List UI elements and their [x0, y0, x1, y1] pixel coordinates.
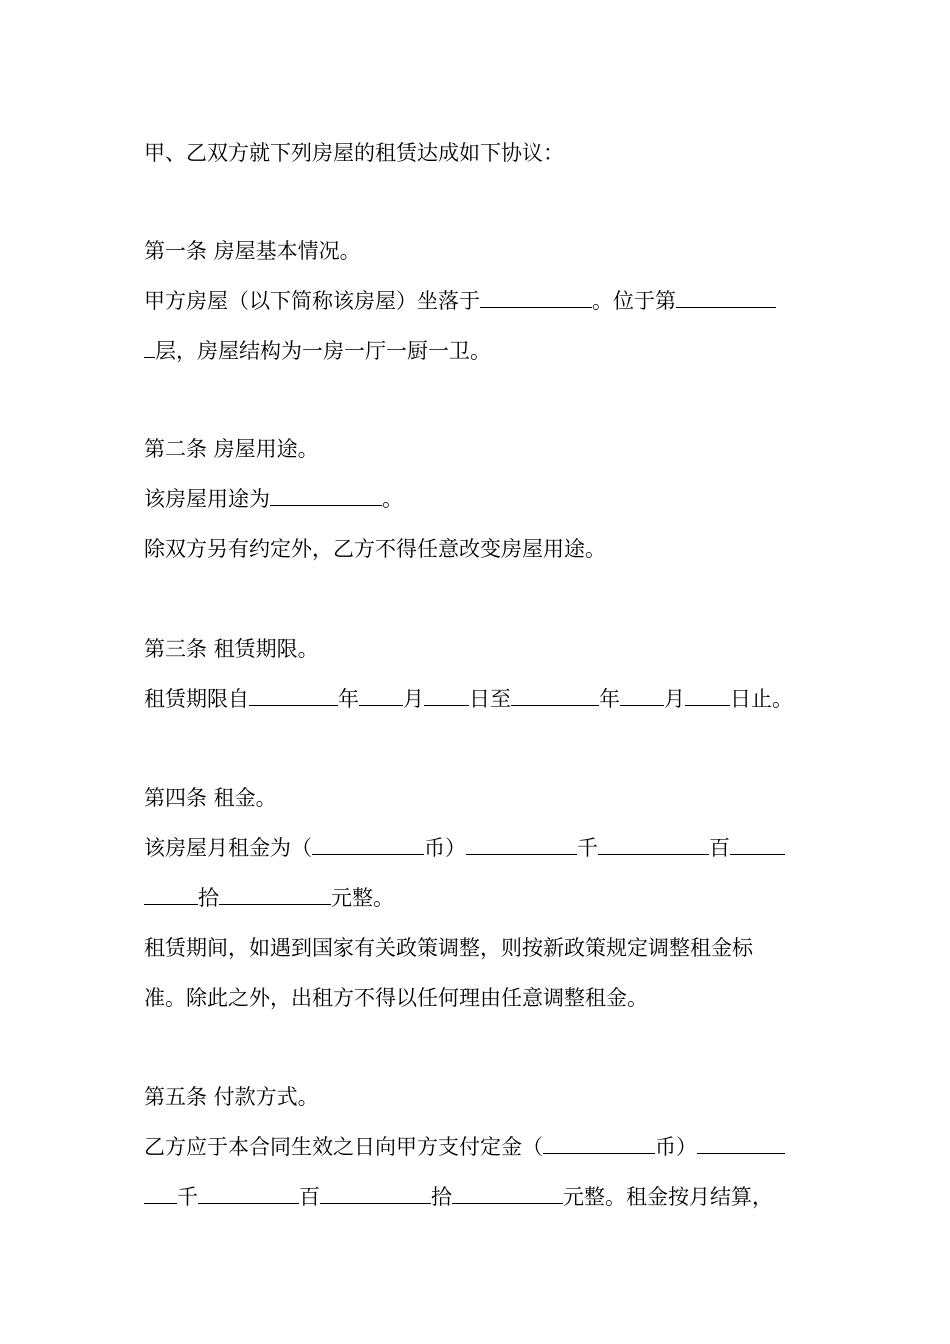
rent-ten-blank-continued[interactable] [144, 882, 198, 905]
article-3-text-a: 租赁期限自 [144, 687, 249, 711]
article-5-line-2 [144, 1180, 773, 1214]
deposit-currency-blank[interactable] [543, 1131, 655, 1154]
deposit-currency-label: 币） [655, 1135, 697, 1159]
usage-blank[interactable] [270, 483, 382, 506]
article-5-line-1 [144, 1130, 785, 1164]
article-1-line-1 [144, 284, 776, 318]
start-year-blank[interactable] [249, 683, 338, 706]
article-2-text-a: 该房屋用途为 [144, 487, 270, 511]
month-label-1: 月 [403, 687, 424, 711]
rent-ten-label: 拾 [198, 886, 219, 910]
article-1-text-a: 甲方房屋（以下简称该房屋）坐落于 [144, 289, 480, 313]
location-blank[interactable] [480, 285, 592, 308]
article-1-text-b: 。位于第 [592, 289, 676, 313]
deposit-ten-blank[interactable] [320, 1181, 431, 1204]
year-label-2: 年 [599, 687, 620, 711]
article-2-title-text: 第二条 房屋用途。 [144, 437, 319, 461]
floor-blank[interactable] [676, 285, 776, 308]
article-3-title-text: 第三条 租赁期限。 [144, 637, 319, 661]
article-5-title-text: 第五条 付款方式。 [144, 1085, 319, 1109]
rent-thousand-label: 千 [577, 836, 598, 860]
deposit-yuan-label: 元整。租金按月结算， [563, 1185, 773, 1209]
deposit-thousand-blank[interactable] [697, 1131, 785, 1154]
article-3-line-1 [144, 682, 793, 716]
end-day-blank[interactable] [685, 683, 730, 706]
article-1-line-2 [144, 334, 491, 368]
deposit-thousand-blank-continued[interactable] [144, 1181, 177, 1204]
rent-yuan-label: 元整。 [331, 886, 394, 910]
rent-hundred-blank[interactable] [598, 832, 709, 855]
article-4-line-3 [144, 931, 753, 965]
article-4-text-a: 该房屋月租金为（ [144, 836, 312, 860]
article-2-text-b: 。 [382, 487, 403, 511]
deposit-yuan-blank[interactable] [452, 1181, 563, 1204]
article-2-line-1 [144, 482, 403, 516]
rent-ten-blank[interactable] [730, 832, 785, 855]
end-year-blank[interactable] [511, 683, 599, 706]
article-4-line-1 [144, 831, 785, 865]
rent-currency-label: 币） [424, 836, 466, 860]
intro-line [144, 136, 564, 170]
rent-hundred-label: 百 [709, 836, 730, 860]
article-3-title [144, 632, 319, 666]
article-2-title [144, 432, 319, 466]
article-1-text-c: 层，房屋结构为一房一厅一厨一卫。 [155, 339, 491, 363]
month-label-2: 月 [664, 687, 685, 711]
article-2-text-c: 除双方另有约定外，乙方不得任意改变房屋用途。 [144, 537, 606, 561]
deposit-ten-label: 拾 [431, 1185, 452, 1209]
day-label-2: 日止。 [730, 687, 793, 711]
article-1-title-text: 第一条 房屋基本情况。 [144, 239, 361, 263]
article-4-title [144, 781, 277, 815]
rent-currency-blank[interactable] [312, 832, 424, 855]
article-1-title [144, 234, 361, 268]
floor-blank-continued[interactable] [144, 335, 155, 358]
article-4-text-c2: 准。除此之外，出租方不得以任何理由任意调整租金。 [144, 986, 648, 1010]
article-5-title [144, 1080, 319, 1114]
deposit-hundred-label: 百 [299, 1185, 320, 1209]
year-label-1: 年 [338, 687, 359, 711]
start-day-blank[interactable] [424, 683, 469, 706]
deposit-hundred-blank[interactable] [198, 1181, 299, 1204]
day-label-1: 日至 [469, 687, 511, 711]
article-4-line-4 [144, 981, 648, 1015]
article-2-line-2 [144, 532, 606, 566]
article-4-line-2 [144, 881, 394, 915]
end-month-blank[interactable] [620, 683, 664, 706]
deposit-thousand-label: 千 [177, 1185, 198, 1209]
start-month-blank[interactable] [359, 683, 403, 706]
rent-thousand-blank[interactable] [466, 832, 577, 855]
article-4-text-c1: 租赁期间，如遇到国家有关政策调整，则按新政策规定调整租金标 [144, 936, 753, 960]
intro-text: 甲、乙双方就下列房屋的租赁达成如下协议： [144, 141, 564, 165]
article-5-text-a: 乙方应于本合同生效之日向甲方支付定金（ [144, 1135, 543, 1159]
article-4-title-text: 第四条 租金。 [144, 786, 277, 810]
rent-yuan-blank[interactable] [219, 882, 331, 905]
